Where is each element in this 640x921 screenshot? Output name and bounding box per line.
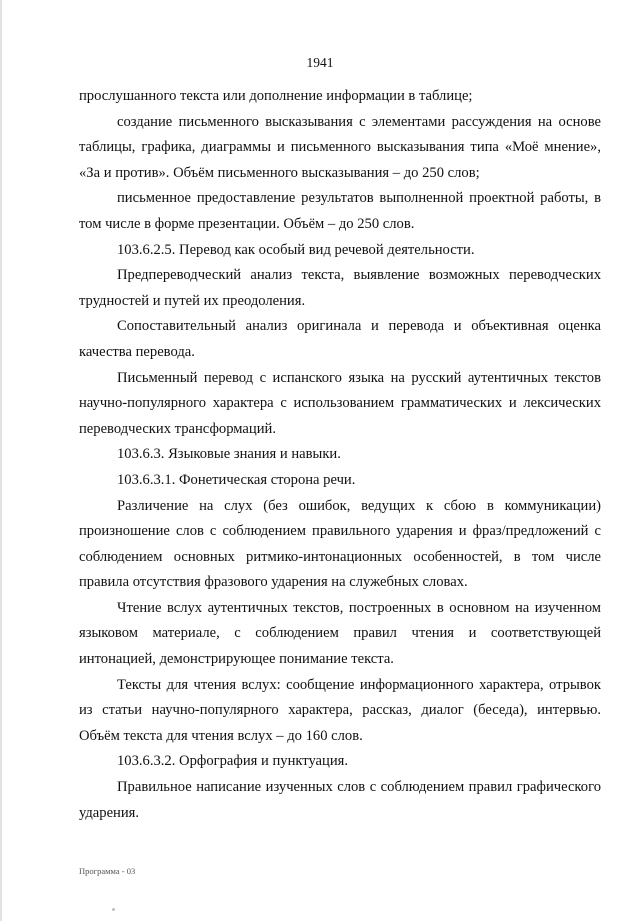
- paragraph: прослушанного текста или дополнение информации в таблице;: [79, 88, 473, 104]
- page-footer: Программа - 03: [79, 866, 136, 876]
- paragraph: Тексты для чтения вслух: сообщение информационного характера, отрывок из статьи научно-популярного характера, рассказ, диалог (беседа), интервью. Объём текста для чтения вслух – до 160 слов.: [79, 676, 601, 744]
- paragraph: Правильное написание изученных слов с соблюдением правил графического ударения.: [79, 779, 601, 821]
- paragraph: Сопоставительный анализ оригинала и перевода и объективная оценка качества перевода.: [79, 318, 601, 360]
- section-heading: 103.6.3.1. Фонетическая сторона речи.: [117, 471, 356, 488]
- section-heading: 103.6.3.2. Орфография и пунктуация.: [117, 753, 349, 770]
- scan-edge: [0, 0, 2, 921]
- paragraph: создание письменного высказывания с элементами рассуждения на основе таблицы, графика, диаграммы и письменного высказывания типа «Моё мнение», «За и против». Объём письменного высказывания – до 250 слов;: [79, 113, 601, 181]
- section-heading: 103.6.3. Языковые знания и навыки.: [117, 446, 341, 463]
- section-heading: 103.6.2.5. Перевод как особый вид речевой деятельности.: [117, 241, 475, 258]
- paragraph: Предпереводческий анализ текста, выявление возможных переводческих трудностей и путей их преодоления.: [79, 267, 601, 309]
- body-text: [79, 84, 601, 826]
- paragraph: Чтение вслух аутентичных текстов, построенных в основном на изученном языковом материале, с соблюдением правил чтения и соответствующей интонацией, демонстрирующее понимание текста.: [79, 599, 601, 668]
- paragraph: Письменный перевод с испанского языка на русский аутентичных текстов научно-популярного характера с использованием грамматических и лексических переводческих трансформаций.: [79, 369, 601, 437]
- page-number: 1941: [306, 55, 334, 70]
- scan-artifact: [112, 908, 115, 911]
- paragraph: Различение на слух (без ошибок, ведущих к сбою в коммуникации) произношение слов с соблюдением правильного ударения и фраз/предложений с соблюдением основных ритмико-интонационных особенностей, в том числе правила отсутствия фразового ударения на служебных словах.: [79, 497, 601, 591]
- paragraph: письменное предоставление результатов выполненной проектной работы, в том числе в форме презентации. Объём – до 250 слов.: [79, 190, 601, 232]
